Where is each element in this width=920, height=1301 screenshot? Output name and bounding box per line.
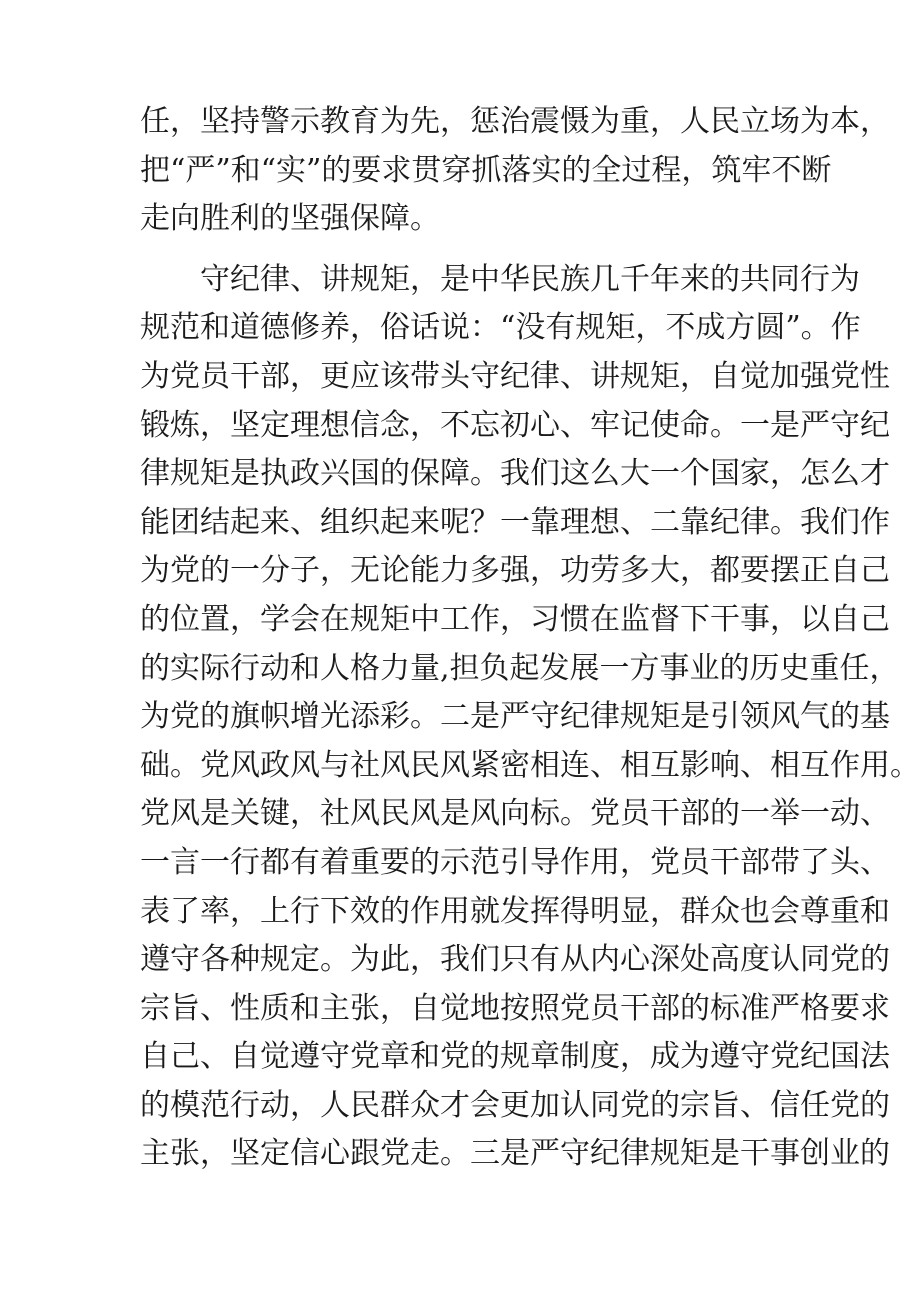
- text-line: 为党的一分子，无论能力多强，功劳多大，都要摆正自己: [140, 553, 890, 589]
- paragraph-gap: [140, 244, 800, 256]
- text-line: 一言一行都有着重要的示范引导作用，党员干部带了头、: [140, 844, 890, 880]
- text-line: 守纪律、讲规矩，是中华民族几千年来的共同行为: [200, 261, 860, 297]
- text-line: 表了率，上行下效的作用就发挥得明显，群众也会尊重和: [140, 893, 890, 929]
- document-body: [140, 98, 920, 1179]
- text-line: 自己、自觉遵守党章和党的规章制度，成为遵守党纪国法: [140, 1039, 890, 1075]
- text-line: 为党员干部，更应该带头守纪律、讲规矩，自觉加强党性: [140, 358, 890, 394]
- text-line: 把“严”和“实”的要求贯穿抓落实的全过程，筑牢不断: [140, 152, 832, 188]
- text-line: 主张，坚定信心跟党走。三是严守纪律规矩是干事创业的: [140, 1136, 890, 1172]
- text-line: 础。党风政风与社风民风紧密相连、相互影响、相互作用。: [140, 747, 920, 783]
- text-line: 走向胜利的坚强保障。: [140, 201, 440, 237]
- text-line: 遵守各种规定。为此，我们只有从内心深处高度认同党的: [140, 942, 890, 978]
- paragraph: [140, 256, 920, 1179]
- text-line: 的实际行动和人格力量,担负起发展一方事业的历史重任，: [140, 650, 900, 686]
- paragraph: [140, 98, 890, 244]
- text-line: 党风是关键，社风民风是风向标。党员干部的一举一动、: [140, 796, 890, 832]
- text-line: 的位置，学会在规矩中工作，习惯在监督下干事，以自己: [140, 601, 890, 637]
- text-line: 的模范行动，人民群众才会更加认同党的宗旨、信任党的: [140, 1087, 890, 1123]
- text-line: 规范和道德修养，俗话说：“没有规矩，不成方圆”。作: [140, 310, 861, 346]
- text-line: 律规矩是执政兴国的保障。我们这么大一个国家，怎么才: [140, 456, 890, 492]
- text-line: 任，坚持警示教育为先，惩治震慑为重，人民立场为本，: [140, 104, 890, 139]
- text-line: 宗旨、性质和主张，自觉地按照党员干部的标准严格要求: [140, 990, 890, 1026]
- text-line: 为党的旗帜增光添彩。二是严守纪律规矩是引领风气的基: [140, 699, 890, 735]
- text-line: 锻炼，坚定理想信念，不忘初心、牢记使命。一是严守纪: [140, 407, 890, 443]
- text-line: 能团结起来、组织起来呢？一靠理想、二靠纪律。我们作: [140, 504, 890, 540]
